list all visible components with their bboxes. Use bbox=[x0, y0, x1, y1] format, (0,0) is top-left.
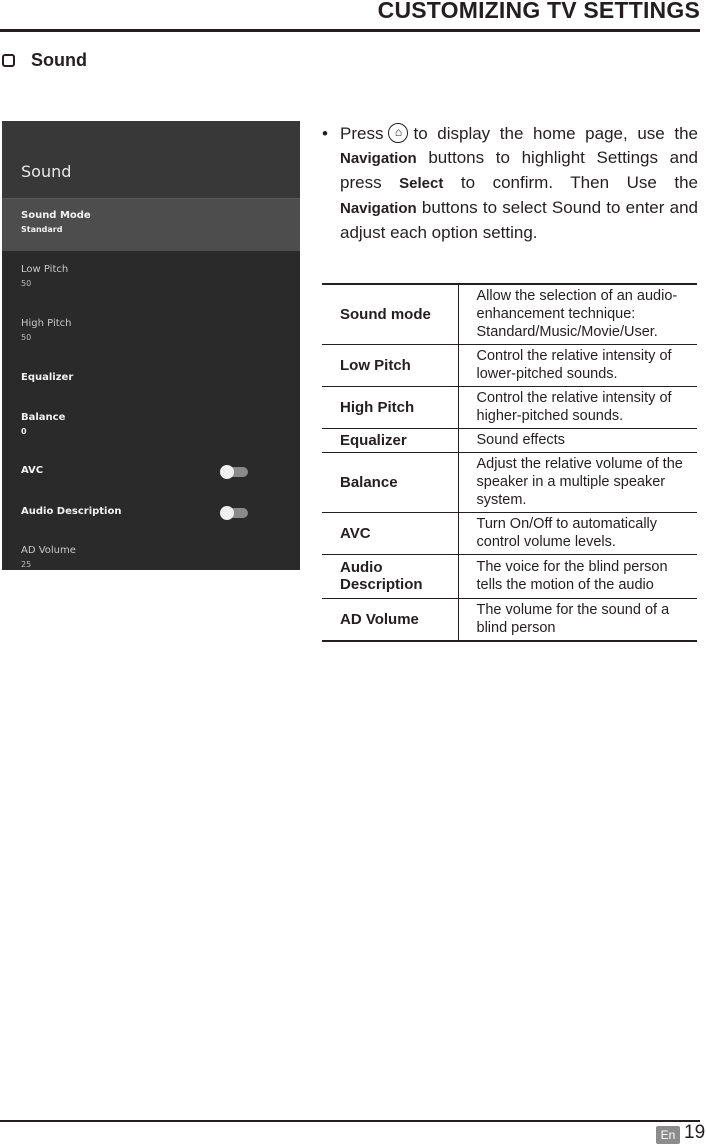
section-title: Sound bbox=[31, 50, 87, 70]
tv-menu-item-label: Sound Mode bbox=[21, 210, 91, 221]
footer-rule bbox=[0, 1120, 700, 1122]
tv-menu-item-value: 50 bbox=[21, 279, 32, 288]
tv-menu-item-value: 50 bbox=[21, 333, 32, 342]
tv-menu-item-value: Standard bbox=[21, 225, 63, 234]
instruction-part: to display the home page, use the bbox=[413, 124, 698, 143]
option-name: Low Pitch bbox=[322, 345, 458, 387]
table-row bbox=[322, 453, 697, 513]
option-description: The voice for the blind person tells the motion of the audio bbox=[458, 555, 697, 599]
tv-menu-item-low-pitch bbox=[21, 264, 68, 288]
audio-description-toggle-icon bbox=[222, 508, 248, 518]
keyword-navigation: Navigation bbox=[340, 150, 417, 167]
title-rule bbox=[0, 29, 700, 32]
option-description: Sound effects bbox=[458, 429, 697, 453]
language-badge: En bbox=[656, 1126, 680, 1144]
keyword-navigation: Navigation bbox=[340, 200, 417, 217]
table-row bbox=[322, 284, 697, 345]
option-name: AVC bbox=[322, 513, 458, 555]
instruction-text bbox=[340, 122, 698, 245]
tv-menu-item-label: Balance bbox=[21, 412, 66, 423]
bullet: • bbox=[322, 124, 328, 143]
table-row bbox=[322, 555, 697, 599]
tv-menu-item-value: 0 bbox=[21, 427, 27, 436]
option-description: Control the relative intensity of lower-pitched sounds. bbox=[458, 345, 697, 387]
sound-options-table bbox=[322, 283, 697, 642]
section-heading bbox=[2, 50, 87, 71]
table-row bbox=[322, 345, 697, 387]
page-number: 19 bbox=[684, 1122, 706, 1143]
tv-menu-item-balance bbox=[21, 412, 65, 436]
table-row bbox=[322, 513, 697, 555]
instruction-part: Press bbox=[340, 124, 384, 143]
tv-menu-item-label: AVC bbox=[21, 465, 44, 476]
option-name: Audio Description bbox=[322, 555, 458, 599]
avc-toggle-icon bbox=[222, 467, 248, 477]
tv-menu-item-label: High Pitch bbox=[21, 318, 72, 329]
option-name: Sound mode bbox=[322, 284, 458, 345]
table-row bbox=[322, 599, 697, 642]
option-name: Equalizer bbox=[322, 429, 458, 453]
option-name: AD Volume bbox=[322, 599, 458, 642]
tv-menu-item-label: AD Volume bbox=[21, 545, 76, 556]
instruction-paragraph bbox=[322, 122, 698, 245]
tv-menu-item-equalizer bbox=[21, 372, 73, 383]
tv-menu-item-audio-description bbox=[21, 506, 121, 517]
tv-menu-item-avc bbox=[21, 465, 43, 476]
keyword-select: Select bbox=[399, 175, 444, 192]
option-description: Allow the selection of an audio-enhancement technique: Standard/Music/Movie/User. bbox=[458, 284, 697, 345]
home-button-icon bbox=[388, 123, 408, 143]
tv-menu-item-label: Audio Description bbox=[21, 506, 122, 517]
option-name: Balance bbox=[322, 453, 458, 513]
tv-menu-item-value: 25 bbox=[21, 560, 32, 569]
tv-menu-title: Sound bbox=[21, 162, 72, 181]
instruction-part: to confirm. Then Use the bbox=[460, 173, 698, 192]
option-description: Adjust the relative volume of the speaker in a multiple speaker system. bbox=[458, 453, 697, 513]
tv-menu-item-sound-mode bbox=[21, 210, 91, 234]
instruction-part: buttons to highlight Settings and press bbox=[340, 148, 698, 192]
section-checkbox-icon bbox=[2, 54, 15, 67]
option-name: High Pitch bbox=[322, 387, 458, 429]
option-description: Control the relative intensity of higher-pitched sounds. bbox=[458, 387, 697, 429]
tv-menu-item-ad-volume bbox=[21, 545, 76, 569]
instruction-part: buttons to select Sound to enter and adjust each option setting. bbox=[340, 198, 698, 242]
tv-menu-item-label: Equalizer bbox=[21, 372, 74, 383]
tv-sound-menu-screenshot bbox=[2, 121, 300, 570]
table-row bbox=[322, 387, 697, 429]
tv-menu-header bbox=[2, 121, 300, 198]
table-row bbox=[322, 429, 697, 453]
tv-menu-item-label: Low Pitch bbox=[21, 264, 69, 275]
option-description: The volume for the sound of a blind person bbox=[458, 599, 697, 642]
option-description: Turn On/Off to automatically control volume levels. bbox=[458, 513, 697, 555]
page-title: CUSTOMIZING TV SETTINGS bbox=[377, 0, 700, 23]
tv-menu-item-high-pitch bbox=[21, 318, 72, 342]
